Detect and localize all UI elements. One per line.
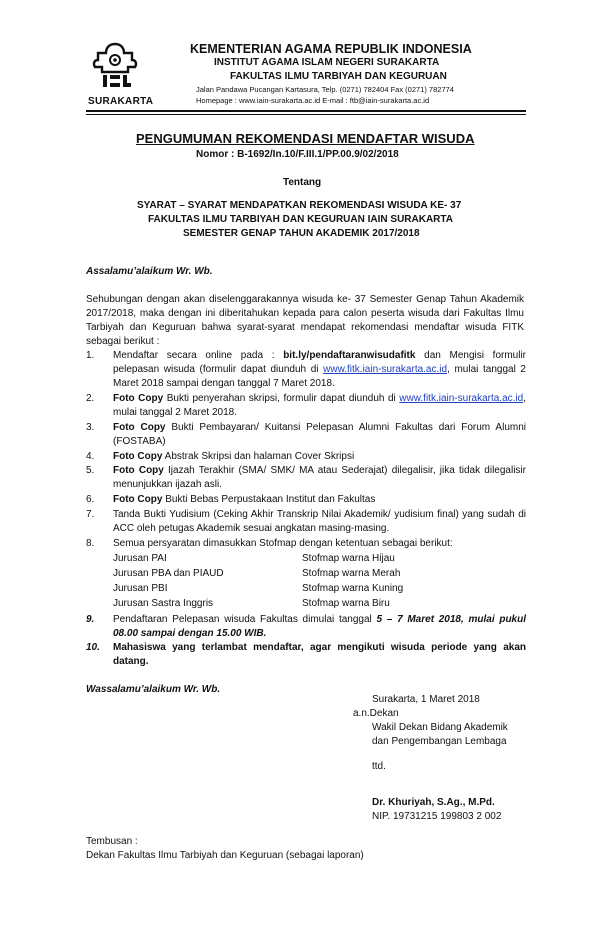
item-number: 9.: [86, 614, 95, 625]
signature-mark: ttd.: [372, 761, 386, 772]
item-number: 10.: [86, 642, 100, 653]
intro-paragraph: Sehubungan dengan akan diselenggarakannya wisuda ke- 37 Semester Genap Tahun Akademik 2017/2018, maka dengan ini diberitahukan kepada para calon peserta wisuda dari Fakultas Ilmu Tarbiyah dan Keguruan bahwa syarat-syarat mendapat rekomendasi mendaftar wisuda FITK sebagai berikut :: [86, 294, 524, 347]
letterhead-rule-thin: [86, 114, 526, 115]
item-number: 6.: [86, 494, 95, 505]
item-number: 5.: [86, 465, 95, 476]
item-number: 2.: [86, 393, 95, 404]
list-item: 10. Mahasiswa yang terlambat mendaftar, agar mengikuti wisuda periode yang akan datang.: [86, 642, 526, 667]
subject-line-2: FAKULTAS ILMU TARBIYAH DAN KEGURUAN IAIN SURAKARTA: [148, 214, 453, 225]
folder-color: Stofmap warna Hijau: [302, 553, 395, 564]
letterhead-homepage: Homepage : www.iain-surakarta.ac.id E-mail : ftb@iain-surakarta.ac.id: [196, 96, 430, 105]
list-item: 1. Mendaftar secara online pada : bit.ly/pendaftaranwisudafitk dan Mengisi formulir pelepasan wisuda (formulir dapat diunduh di www.fitk.iain-surakarta.ac.id, mulai tanggal 2 Maret 2018 sampai dengan tanggal 7 Maret 2018.: [86, 350, 526, 389]
folder-color: Stofmap warna Merah: [302, 568, 401, 579]
letterhead-ministry: KEMENTERIAN AGAMA REPUBLIK INDONESIA: [190, 42, 472, 56]
item-number: 4.: [86, 451, 95, 462]
signature-on-behalf: a.n.Dekan: [353, 708, 399, 719]
department-name: Jurusan PAI: [113, 553, 167, 564]
list-item: 8. Semua persyaratan dimasukkan Stofmap dengan ketentuan sebagai berikut:: [86, 538, 453, 549]
registration-link[interactable]: bit.ly/pendaftaranwisudafitk: [283, 350, 416, 361]
list-item: 3. Foto Copy Bukti Pembayaran/ Kuitansi Pelepasan Alumni Fakultas dari Forum Alumni (FOSTABA): [86, 422, 526, 447]
item-number: 8.: [86, 538, 95, 549]
folder-color: Stofmap warna Kuning: [302, 583, 404, 594]
item-number: 7.: [86, 509, 95, 520]
list-item: 9. Pendaftaran Pelepasan wisuda Fakultas dimulai tanggal 5 – 7 Maret 2018, mulai pukul 08.00 sampai dengan 15.00 WIB.: [86, 614, 527, 639]
subject-line-1: SYARAT – SYARAT MENDAPATKAN REKOMENDASI WISUDA KE- 37: [137, 200, 462, 211]
fitk-website-link[interactable]: www.fitk.iain-surakarta.ac.id: [399, 393, 524, 404]
signatory-name: Dr. Khuriyah, S.Ag., M.Pd.: [372, 797, 495, 808]
document-number: Nomor : B-1692/In.10/F.III.1/PP.00.9/02/2018: [196, 149, 399, 160]
subject-line-3: SEMESTER GENAP TAHUN AKADEMIK 2017/2018: [183, 228, 420, 239]
item-number: 1.: [86, 350, 95, 361]
fitk-website-link[interactable]: www.fitk.iain-surakarta.ac.id: [323, 364, 448, 375]
department-name: Jurusan Sastra Inggris: [113, 598, 214, 609]
department-name: Jurusan PBA dan PIAUD: [113, 568, 224, 579]
subject-heading: Tentang: [283, 177, 322, 188]
list-item: 5. Foto Copy Ijazah Terakhir (SMA/ SMK/ MA atau Sederajat) dilegalisir, jika tidak dilegalisir menunjukkan ijazah asli.: [86, 465, 526, 490]
letterhead-institute: INSTITUT AGAMA ISLAM NEGERI SURAKARTA: [214, 57, 440, 68]
letterhead-address: Jalan Pandawa Pucangan Kartasura, Telp. (0271) 782404 Fax (0271) 782774: [196, 85, 454, 94]
greeting: Assalamu’alaikum Wr. Wb.: [86, 266, 213, 277]
list-item: 7. Tanda Bukti Yudisium (Ceking Akhir Transkrip Nilai Akademik/ yudisium final) yang sudah di ACC oleh petugas Akademik sesuai angkatan masing-masing.: [86, 509, 526, 534]
closing-greeting: Wassalamu’alaikum Wr. Wb.: [86, 684, 221, 695]
folder-color: Stofmap warna Biru: [302, 598, 390, 609]
list-item: 4. Foto Copy Abstrak Skripsi dan halaman Cover Skripsi: [86, 451, 355, 462]
department-name: Jurusan PBI: [113, 583, 168, 594]
signature-place-date: Surakarta, 1 Maret 2018: [372, 694, 480, 705]
list-item: 6. Foto Copy Bukti Bebas Perpustakaan Institut dan Fakultas: [86, 494, 376, 505]
logo-caption: SURAKARTA: [88, 96, 154, 107]
page-title: PENGUMUMAN REKOMENDASI MENDAFTAR WISUDA: [136, 131, 475, 146]
letterhead-rule-thick: [86, 110, 526, 112]
carbon-copy-recipient: Dekan Fakultas Ilmu Tarbiyah dan Keguruan (sebagai laporan): [86, 850, 364, 861]
iain-logo: [92, 42, 138, 92]
signatory-title: Wakil Dekan Bidang Akademik: [372, 722, 508, 733]
carbon-copy-label: Tembusan :: [86, 836, 138, 847]
list-item: 2. Foto Copy Bukti penyerahan skripsi, formulir dapat diunduh di www.fitk.iain-surakarta.ac.id, mulai tanggal 2 Maret 2018.: [86, 393, 526, 418]
item-number: 3.: [86, 422, 95, 433]
signatory-nip: NIP. 19731215 199803 2 002: [372, 811, 502, 822]
signatory-title-cont: dan Pengembangan Lembaga: [372, 736, 507, 747]
letterhead-faculty: FAKULTAS ILMU TARBIYAH DAN KEGURUAN: [230, 71, 447, 82]
